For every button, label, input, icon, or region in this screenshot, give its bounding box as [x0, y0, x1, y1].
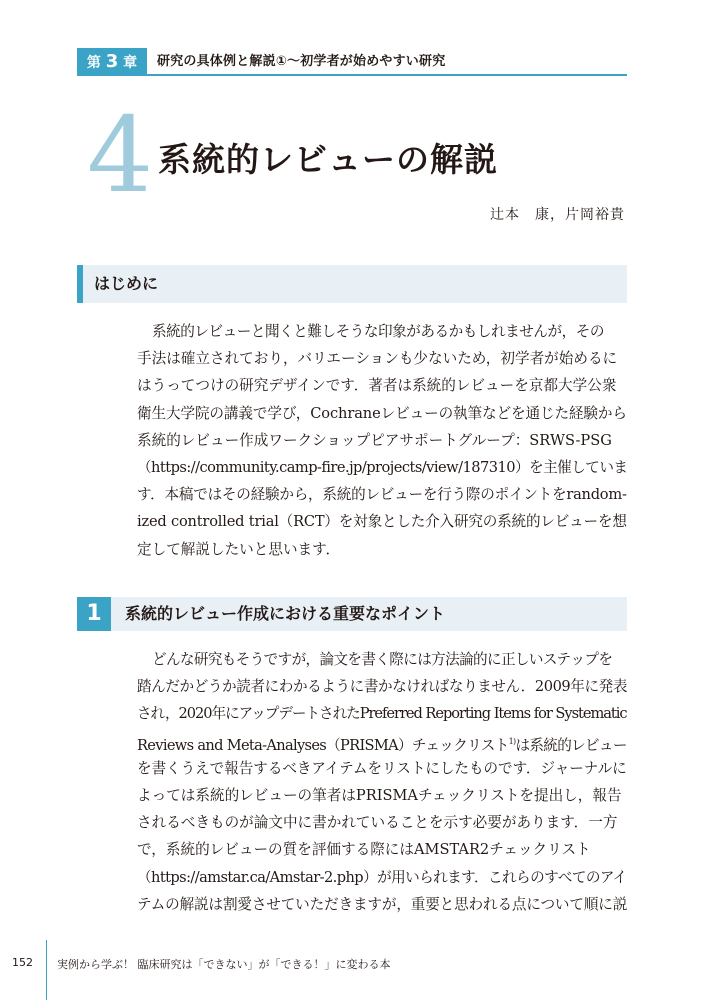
text-line: どんな研究もそうですが，論文を書く際には方法論的に正しいステップを: [152, 651, 613, 668]
text-line: 手法は確立されており，バリエーションも少ないため，初学者が始めるに: [137, 350, 618, 368]
text-line: 踏んだかどうか読者にわかるように書かなければなりません．2009年に発表: [137, 678, 628, 696]
text-line: よっては系統的レビューの筆者はPRISMAチェックリストを提出し，報告: [137, 786, 622, 804]
intro-paragraph: [137, 318, 627, 563]
text-line: 定して解説したいと思います．: [137, 540, 341, 558]
text-line: （https://amstar.ca/Amstar-2.php）が用いられます．これらのすべてのアイ: [137, 868, 627, 886]
section1-heading: [77, 597, 627, 631]
text-segment: Reviews and Meta-Analyses（PRISMA）チェックリスト: [137, 736, 509, 754]
intro-heading: [77, 265, 627, 303]
chapter-badge: 第 3 章: [77, 48, 147, 75]
text-line: で，系統的レビューの質を評価する際にはAMSTAR2チェックリスト: [137, 841, 591, 859]
text-line: 系統的レビューと聞くと難しそうな印象があるかもしれませんが，その: [152, 323, 604, 340]
section1-paragraph: [137, 646, 627, 918]
text-line: 衛生大学院の講義で学び，Cochraneレビューの執筆などを通じた経験から: [137, 404, 627, 422]
article-title: 系統的レビューの解説: [158, 140, 498, 179]
text-line: （https://community.camp-fire.jp/projects/view/187310）を主催していま: [137, 458, 628, 476]
text-line: テムの解説は割愛させていただきますが，重要と思われる点について順に説: [137, 895, 628, 913]
text-line: はうってつけの研究デザインです．著者は系統的レビューを京都大学公衆: [137, 377, 617, 395]
section1-number: 1: [77, 597, 111, 631]
text-line: されるべきものが論文中に書かれていることを示す必要があります．一方: [137, 814, 618, 832]
chapter-header: [77, 48, 627, 75]
reference-superscript: 1): [508, 736, 516, 746]
text-segment: は系統的レビュー: [515, 736, 627, 754]
chapter-number: 3: [105, 51, 119, 72]
chapter-rule: [77, 74, 627, 76]
text-line: ized controlled trial（RCT）を対象とした介入研究の系統的レビューを想: [137, 513, 627, 531]
heading-accent-bar: [77, 265, 83, 303]
section1-heading-label: 系統的レビュー作成における重要なポイント: [125, 604, 446, 623]
article-number: 4: [87, 94, 154, 216]
intro-heading-label: はじめに: [94, 274, 159, 293]
text-line: [137, 728, 627, 755]
authors: 辻本 康，片岡裕貴: [490, 207, 625, 223]
text-line: され，2020年にアップデートされたPreferred Reporting Items for Systematic: [137, 705, 627, 723]
chapter-title: 研究の具体例と解説①～初学者が始めやすい研究: [157, 54, 446, 69]
footer-rule: [46, 940, 47, 1000]
text-line: す．本稿ではその経験から，系統的レビューを行う際のポイントをrandom-: [137, 486, 627, 504]
text-line: 系統的レビュー作成ワークショップピアサポートグループ：SRWS-PSG: [137, 431, 612, 449]
running-title: 実例から学ぶ！ 臨床研究は「できない」が「できる！」に変わる本: [57, 958, 391, 971]
page-number: 152: [12, 956, 33, 969]
text-line: を書くうえで報告するべきアイテムをリストにしたものです．ジャーナルに: [137, 759, 627, 777]
